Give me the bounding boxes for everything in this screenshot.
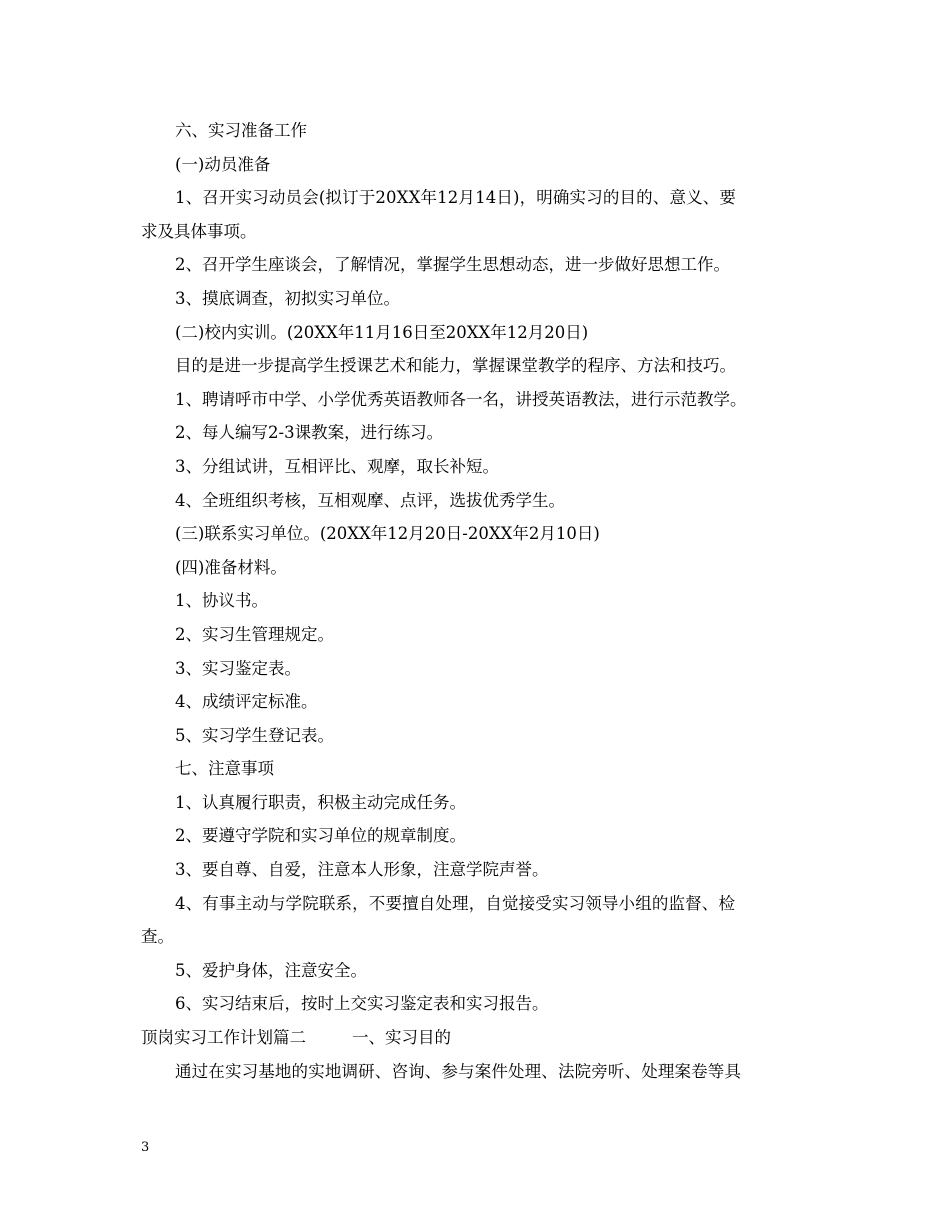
subheading-contact-units: (三)联系实习单位。(20XX年12月20日-20XX年2月10日) [175,524,600,544]
list-item: 1、认真履行职责，积极主动完成任务。 [175,792,466,812]
paragraph-line: 通过在实习基地的实地调研、咨询、参与案件处理、法院旁听、处理案卷等具 [175,1061,742,1081]
section-title-line [141,1021,813,1055]
paragraph-line: 目的是进一步提高学生授课艺术和能力，掌握课堂教学的程序、方法和技巧。 [175,356,736,376]
paragraph-line: 查。 [141,927,174,947]
section-heading-objective: 一、实习目的 [352,1028,451,1048]
list-item: 5、实习学生登记表。 [175,725,334,745]
section-title: 顶岗实习工作计划篇二 [141,1028,306,1048]
section-heading-preparation: 六、实习准备工作 [175,121,307,140]
list-item: 6、实习结束后，按时上交实习鉴定表和实习报告。 [175,994,549,1014]
list-item: 2、要遵守学院和实习单位的规章制度。 [175,826,466,846]
paragraph-line: 3、摸底调查，初拟实习单位。 [175,288,400,308]
page-number: 3 [141,1140,150,1155]
paragraph-line: 2、召开学生座谈会，了解情况，掌握学生思想动态，进一步做好思想工作。 [175,255,730,275]
list-item: 5、爱护身体，注意安全。 [175,960,367,980]
document-body [141,114,813,1088]
paragraph-line: 求及具体事项。 [141,221,257,241]
list-item: 4、成绩评定标准。 [175,692,318,712]
paragraph-line: 4、全班组织考核，互相观摩、点评，选拔优秀学生。 [175,490,565,510]
list-item: 1、协议书。 [175,591,268,611]
paragraph-line: 2、每人编写2-3课教案，进行练习。 [175,423,444,443]
list-item: 3、要自尊、自爱，注意本人形象，注意学院声誉。 [175,860,549,880]
list-item: 3、实习鉴定表。 [175,658,301,678]
list-item: 2、实习生管理规定。 [175,624,334,644]
list-item: 4、有事主动与学院联系，不要擅自处理，自觉接受实习领导小组的监督、检 [175,893,736,913]
subheading-mobilization: (一)动员准备 [175,154,271,174]
subheading-campus-training: (二)校内实训。(20XX年11月16日至20XX年12月20日) [175,322,589,342]
paragraph-line: 3、分组试讲，互相评比、观摩，取长补短。 [175,456,499,476]
section-heading-notes: 七、注意事项 [175,759,274,779]
paragraph-line: 1、聘请呼市中学、小学优秀英语教师各一名，讲授英语教法，进行示范教学。 [175,389,747,409]
subheading-materials: (四)准备材料。 [175,557,287,577]
paragraph-line: 1、召开实习动员会(拟订于20XX年12月14日)，明确实习的目的、意义、要 [175,188,737,208]
